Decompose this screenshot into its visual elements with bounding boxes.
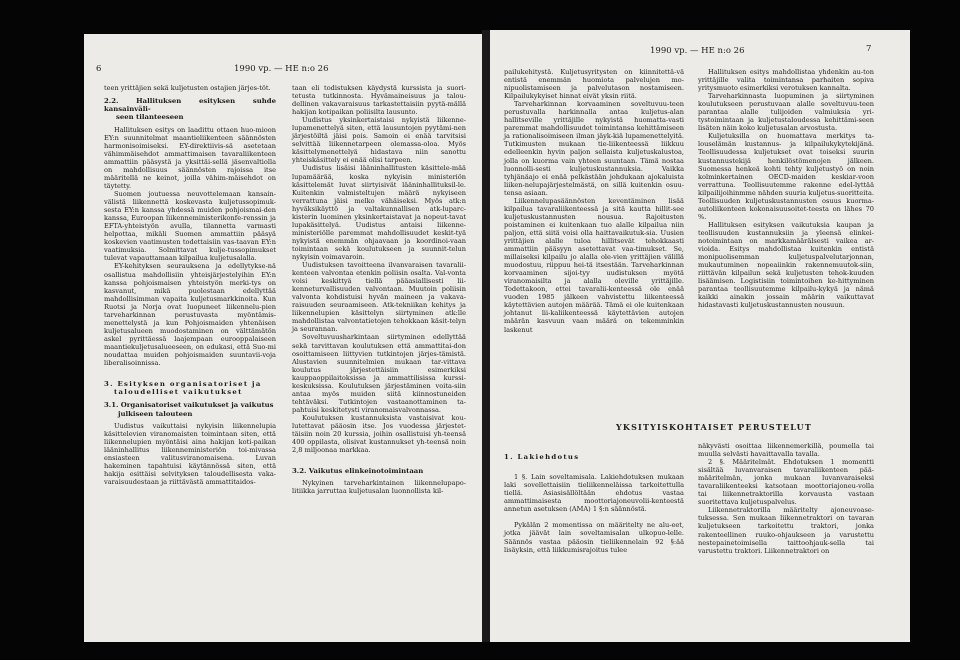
paragraph: Uudistus yksinkertaistaisi nykyistä liikenne-lupamenettelyä siten, että lausuntojen pyytämi-nen järjestöiltä jäisi pois. Samoin ei enää tarvitsisi selvittää liikennetarpeen olemassa-oloa. Myös käsittelymenettelyä hidastava niin sanottu yhteiskäsittely ei enää olisi tarpeen. <box>292 116 466 165</box>
page-gutter <box>482 30 490 642</box>
paragraph: Hallituksen esitys on laadittu ottaen huo-mioon EY:n suunnitelmat maantieliikenteen säännösten harmonisoimiseksi. EY-direktiivis-sä asetetaan vähimmäisehdot ammattimaisen tavaraliikenteen ammattiin pääsystä ja yksittäi-sellä jäsenvaltiolla on mahdollisuus säännösten rajoissa itse määritellä ne keinot, joilla vähim-mäisehdot on täytetty. <box>104 125 276 190</box>
paragraph: Kuljetuksilla on huomattava merkitys ta-louselämän kustannus- ja kilpailukykytekijänä. Teollisuudessa kuljetukset ovat toiseksi suurin kustannustekijä henkilöstömenojen jälkeen. Suomessa henkeä kohti tehty kuljetustyö on noin kolminkertainen OECD-maiden keskiar-voon verrattuna. Teollisuutemme rakenne edel-lyttää kilpailijoihinmme nähden suuria kuljetus-suoritteita. Teollisuuden kuljetuskustannusten osuus kuorma-autoliikenteen kokonaisuusoitet-teesta on lähes 70 %. <box>698 132 874 221</box>
subsection-heading: 3.1. Organisatoriset vaikutukset ja vaikutus julkiseen talouteen <box>104 401 274 418</box>
paragraph: Soveltuvuusharkintaan siirtyminen edellyttää sekä tarvittavan koulutuksen että ammattitai-don osoittamiseen liittyvien tutkintojen järjes-tämistä. Alustavien suunnitelmien mukaan tar-vittava koulutus järjestettäisiin esimerkiksi kauppaoppilaitoksissa ja ammattilisissa kurssi-keskuksissa. Koulutuksen järjestäminen voita-siin antaa myös muiden siitä kiinnostuneiden tehtäväksi. Tutkintojen vastaanottaminen ta-pahtuisi keskitetysti viranomaisvalvonnassa. <box>292 333 466 414</box>
column-2 <box>698 68 874 309</box>
paragraph: Uudistuksen tavoitteena ilvanvaraisen tavaralii-kenteen valvontaa etenkin poliisin osalta. Val-vonta voisi keskittyä tiellä pääasiallisesti lii-kenneturvallisuuden valvontaan. Muutoin poliisin valvonta kohdistuisi hyvän maineen ja vakava-raisuuden seuraamiseen. Atk-tekniikan kehitys ja liikennelupien käsittelyn siirtyminen atk:lle mahdollistaa valvontatietojen tehokkaan käsit-telyn ja seurannan. <box>292 261 466 334</box>
paragraph: Suomen joutuessa neuvottelemaan kansain-välistä liikennettä koskevasta kuljetussopimuk-sesta EY:n kanssa yhdessä muiden pohjoismai-den kanssa, Euroopan liikenneministerikonfe-renssin ja EFTA-yhteistyön avulla, tilannetta varmasti helpottaa, mikäli Suomen ammattiin pääsyä koskevien vaatimusten todettaisiin vas-taavan EY:n vaatimuksia. Solmittavat kulje-tussopimukset tulevat vapauttamaan kilpailua kuljetusalalla. <box>104 190 276 263</box>
paragraph: Tarveharkinnan korvaaminen soveltuvuu-teen perustuvalla harkinnalla antaa kuljetus-alan hallitseville yrittäjille nykyistä huomatta-vasti paremmat mahdollisuudet toimintansa kehittämiseen ja rationalisoimiseen ilman jäyk-kiä lupamenettelyitä. Tutkimusten mukaan tie-liikenteessä liikkuu edelleenkin hyvin paljon sellaista kuljetuskalustoa, jolla on kuorma vain yhteen suuntaan. Tämä nostaa luonnolli-sesti kuljetuskustannuksia. Vaikka tyhjänäajo ei enää pelkästään johdukaan ajokaluista liiken-nelupajärjestelmästä, on sillä kuitenkin osuu-tensa asiaan. <box>504 100 684 197</box>
paragraph: Hallituksen esityksen vaikutuksia kaupan ja teollisuuden kustannuksiin ja yleensä elinkei-notoimintaan on markkamäärälsesti vaikea ar-vioida. Esitys mahdollistaa kuitenkin entistä monipuolisemman kuljetuspalvelutarjonnan, mukautuminen nopeaiinkin rakennemuutok-siin, riittävän kilpailun sekä kuljetusten tehok-kuuden lisäämisen. Logistisiin toimintoihen ke-hittyminen parantaa teollisuutemme kilpailu-kykyä ja nämä kaikki ainakin jossain määrin vaikuttavat hidastavasti kuljetuskustannusten nousuun. <box>698 220 874 310</box>
section-heading: 2.2. Hallituksen esityksen suhde kansainväli- seen tilanteeseen <box>104 97 276 122</box>
paragraph: Liikennelupasäännösten keventäminen lisää kilpailua tavaraliikenteessä ja sitä kautta hillit-see kuljetuskustannusten nousua. Rajoitusten poistaminen ei kuitenkaan tuo alalle kilpailua niin paljon, että siitä voisi olla haittavaikutuk-sia. Uusien yrittäjien alalle tuloa hillitsevät tehokkaasti ammattiin pääsyyn asetettavat vaa-timukset. Se, millaiseksi kilpailu jo alalla ole-vien yrittäjien välillä muodostuu, riippuu hei-tä itsestään. Tarveharkinnan korvaaminen sijoi-tyy uudistuksen myötä viranomaisilta ja alalla oleville yrittäjille. Todettakoon, ettei tavaralii-kenteessä ole enää vuoden 1985 jälkeen vahvistettu liikenteessä käytettävien autojen määrää. Tämä ei ole kuitenkaan johtanut lii-kaliikenteessä käytettävien autojen määrän kasvuun vaan määrä on tekemminkin laskenut <box>504 196 684 334</box>
section-heading: 1. Lakiehdotus <box>504 453 580 461</box>
section-title: YKSITYISKOHTAISET PERUSTELUT <box>616 422 812 432</box>
paragraph: Nykyinen tarveharkintainen liikennelupapo-litiikka jarruttaa kuljetusalan luonnollista kil- <box>292 479 466 496</box>
paragraph: Hallituksen esitys mahdollistaa yhdenkin au-ton yrittäjille valita toimintansa parhaiten sopiva yritysmuoto esimerkiksi verotuksen kannalta. <box>698 68 874 93</box>
bottom-column-2 <box>698 442 874 555</box>
paragraph: Uudistus lisäisi lääninhallitusten käsittele-mää lupamäärää, koska nykyisin ministeriön käsittelemät luvat siirtyisivät lääninhallituksil-le. Kuitenkin valmisteltujen määrä nykyiseen verrattuna jäisi melko vähäiseksi. Myös atk:n hyväksikäyttö ja valtakunnallisen atk-luparc-kisterin luominen yksinkertaistavat ja nopeut-tavat lupakäsittelyä. Uudistus antaisi liikenne-ministeriölle paremmat mahdollisuudet keskit-tyä nykyistä enemmän ohjaavaan ja koordinoi-vaan toimintaan sekä koulutukseen ja suunnit-telun nykyisin voimavaroin. <box>292 164 466 261</box>
bottom-column-1 <box>504 448 684 554</box>
paragraph: Uudistus vaikuttaisi nykyisin liikennelupia käsittelevien viranomaisten toimintaan siten, että liikennelupien myöntäisi aina hakijan koti-paikan lääninhallitus liikenneministeriön toi-mivassa ensiasteen valitusviranomaisena. Luvan hakeminen tapahtuisi käytännössä siten, että hakija esittäisi selvityksen taloudellisesta vaka-varaisuudestaan ja riittävästä ammattitaidos- <box>104 421 276 487</box>
subsection-heading: 3.2. Vaikutus elinkeinotoimintaan <box>292 467 424 476</box>
paragraph: EY-kehityksen seurauksena ja edellytykse-nä osallistua mahdollisiin yhteisjärjestelyihin EY:n kanssa pohjoismaisen yhteistyön merki-tys on kasvanut, mikä puolestaan edellyttää mahdollisimman vapaita kuljetusmarkkinoita. Kun Ruotsi ja Norja ovat luopuneet liikennelu-pien tarveharkinnan perustuvasta myöntämis-menettelystä ja kun Pohjoismaiden yhtenäisen kuljetusalueen muodostaminen on välttämätön askel pyrittäessä laajempaan eurooppalaiseen maantiekuljetusalueeseen, on edukasi, että Suo-mi noudattaa muiden pohjoismaiden suuntavii-voja liberalisoinnissa. <box>104 262 276 368</box>
paragraph: näkyvästi osoittaa liikennemerkillä, poumella tai muulla selvästi havaittavalla tavalla. <box>698 442 874 459</box>
column-1 <box>104 84 276 486</box>
paragraph: 1 §. Lain soveltamisala. Lakiehdotuksen mukaan laki sovellettaisiin tieliikenneläissa tarkoitettulla tiellä. Asiasisällöltään ehdotus vastaa ammattimaisesta moottoriajoneuvolii-kenteestä annetun asetuksen (AMA) 1 §:n säännöstä. <box>504 473 684 514</box>
paragraph: Liikennetraktorilla määritelty ajoneuvoase-tuksessa. Sen mukaan liikennetraktori on tavaran kuljetukseen tarkoitettu traktori, jonka rakenteellinen ruuko-ohjaukseen ja varustettu nestepainetoimisella taittoohjauk-sella tai varustettu traktori. Liikennetraktori on <box>698 506 874 555</box>
paragraph: Koulutuksen kustannuksista vastaisivat kou-lutettavat pääosin itse. Jos vuodessa järjestet-täisiin noin 20 kurssia, joihin osallistuisi yh-teensä 400 oppilasta, olisivat kustannukset yh-teensä noin 2,8 miljoonaa markkaa. <box>292 413 466 455</box>
section-heading: 3. Esityksen organisatoriset ja taloudelliset vaikutukset <box>104 380 262 397</box>
paragraph: taan eli todistuksen käydystä kurssista ja suori-tetusta tutkinnosta. Hyvämaineisuus ja talou-dellinen vakavaraisuus tarkastettaisiin pyytä-mällä hakijan kotipaikan poliisilta lausunto. <box>292 84 466 117</box>
page-number: 6 <box>96 64 102 74</box>
column-1 <box>504 68 684 334</box>
column-2 <box>292 84 466 495</box>
paragraph: pailukehitystä. Kuljetusyritysten on kiinnitettä-vä entistä enemmän huomiota palvelujen mo-nipuolistamiseen ja palvelutason nostamiseen. Kilpailukykyiset hinnat eivät yksin riitä. <box>504 68 684 101</box>
left-page <box>84 34 482 642</box>
paragraph: Tarveharkinnasta luopuminen ja siirtyminen koulutukseen perustuvaan alalle soveltuvuu-teen parantaa alalle tulijoiden valmiuksia yri-tystoimintaan ja kuljetustaloudessa kehittämi-seen lisäten näin koko kuljetusalan arvostusta. <box>698 92 874 133</box>
paragraph: Pykälän 2 momentissa on määritelty ne alu-eet, jotka jäävät lain soveltamisalan ulkopuo-lelle. Säännös vastaa pääosin tieliikennelain 92 §:ää lisäyksin, että liikkumisrajoitus tulee <box>504 521 684 554</box>
running-header: 1990 vp. — HE n:o 26 <box>650 46 745 56</box>
right-page <box>490 30 910 642</box>
running-header: 1990 vp. — HE n:o 26 <box>234 64 329 74</box>
paragraph: 2 §. Määritelmät. Ehdotuksen 1 momentti sisältää luvanvaraisen tavaraliikenteen pää-määritelmän, jonka mukaan luvanvaraiseksi tavaraliikenteeksi katsotaan moottoriajoneu-volla tai liikennetraktorilla korvausta vastaan suoritettava kuljetuspalvelus. <box>698 458 874 507</box>
paragraph: teen yrittäjien sekä kuljetusten ostajien järjes-töt. <box>104 84 271 92</box>
page-number: 7 <box>866 44 872 54</box>
